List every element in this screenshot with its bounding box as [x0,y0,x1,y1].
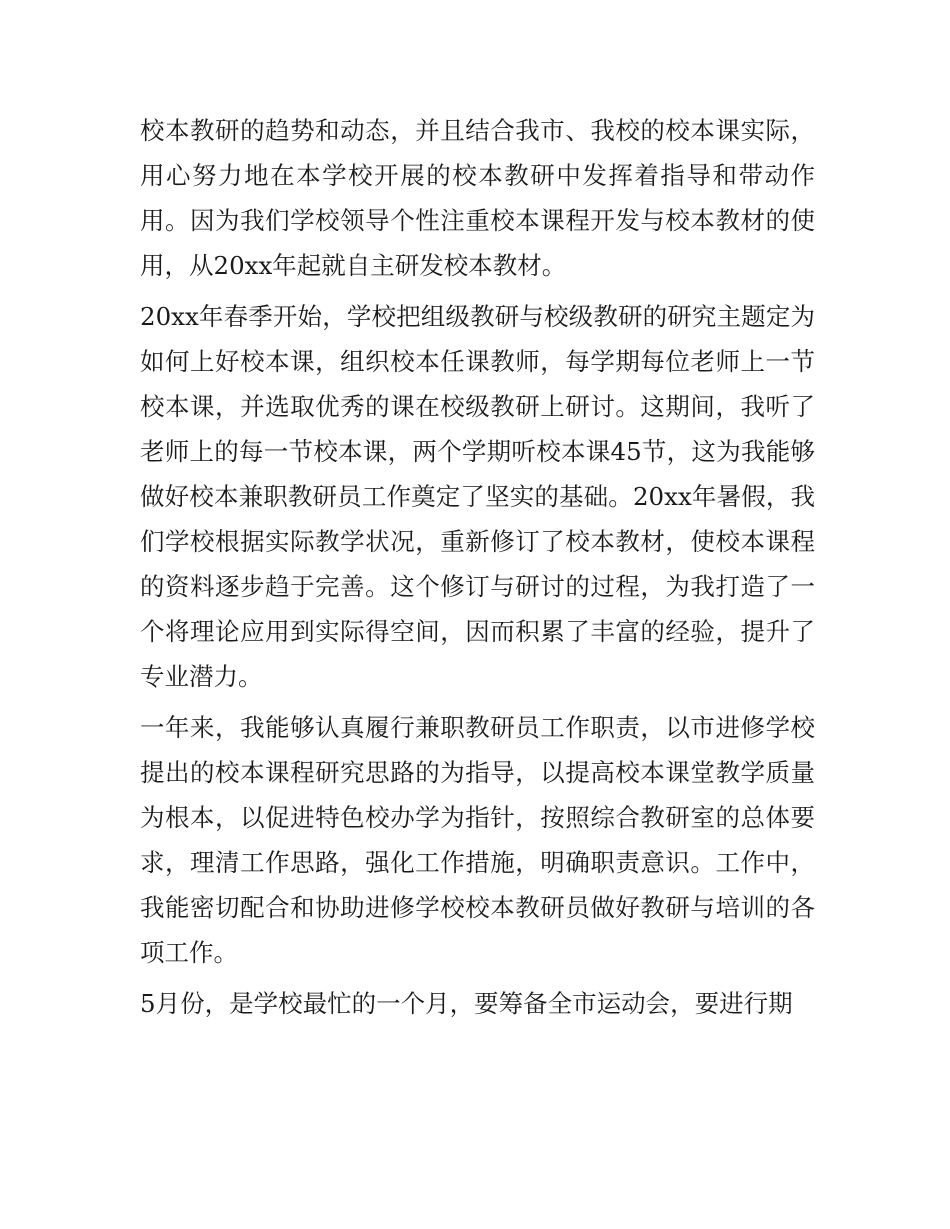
paragraph-4: 5月份，是学校最忙的一个月，要筹备全市运动会，要进行期 [140,989,793,1018]
paragraph-1: 校本教研的趋势和动态，并且结合我市、我校的校本课实际，用心努力地在本学校开展的校本教研中发挥着指导和带动作用。因为我们学校领导个性注重校本课程开发与校本教材的使用，从20xx年起就自主研发校本教材。 [140,116,815,280]
paragraph-2: 20xx年春季开始，学校把组级教研与校级教研的研究主题定为如何上好校本课，组织校本任课教师，每学期每位老师上一节校本课，并选取优秀的课在校级教研上研讨。这期间，我听了老师上的每一节校本课，两个学期听校本课45节，这为我能够做好校本兼职教研员工作奠定了坚实的基础。20xx年暑假，我们学校根据实际教学状况，重新修订了校本教材，使校本课程的资料逐步趋于完善。这个修订与研讨的过程，为我打造了一个将理论应用到实际得空间，因而积累了丰富的经验，提升了专业潜力。 [140,302,815,691]
paragraph-3: 一年来，我能够认真履行兼职教研员工作职责，以市进修学校提出的校本课程研究思路的为指导，以提高校本课堂教学质量为根本，以促进特色校办学为指针，按照综合教研室的总体要求，理清工作思路，强化工作措施，明确职责意识。工作中，我能密切配合和协助进修学校校本教研员做好教研与培训的各项工作。 [140,713,815,967]
document-body [140,108,815,1026]
